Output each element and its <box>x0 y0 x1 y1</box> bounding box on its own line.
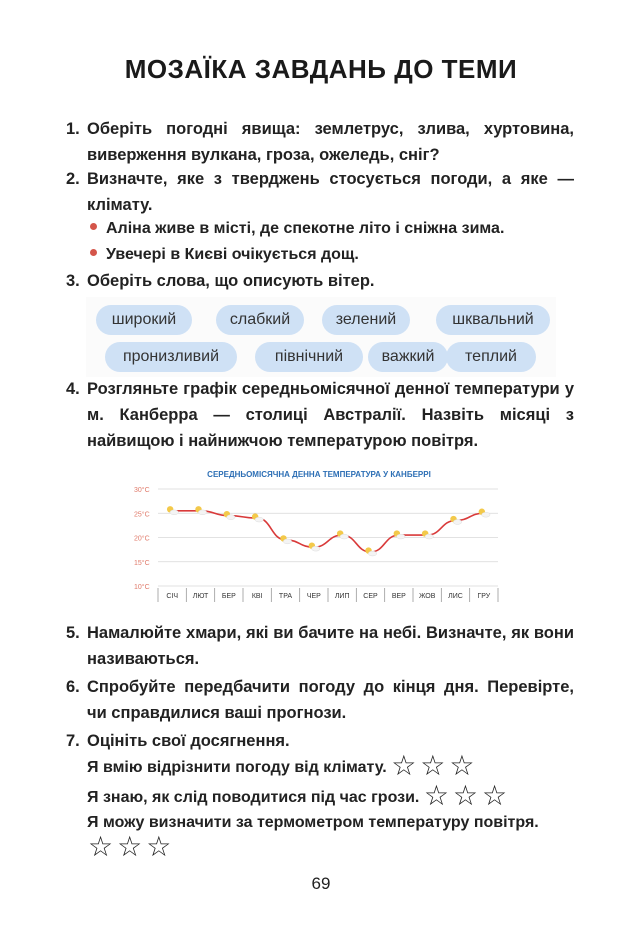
chart-title: СЕРЕДНЬОМІСЯЧНА ДЕННА ТЕМПЕРАТУРА У КАНБЕРРІ <box>207 470 431 479</box>
task-number: 4. <box>66 380 80 398</box>
task-5 <box>66 620 574 672</box>
rating-stars-icon[interactable]: ☆☆☆ <box>88 831 176 862</box>
self-assessment-stars-row <box>88 831 176 862</box>
self-assessment-text: Я вмію відрізнити погоду від клімату. <box>87 759 387 776</box>
word-chip[interactable]: слабкий <box>216 305 304 335</box>
task-1 <box>66 116 574 168</box>
x-tick-label: ЛИП <box>334 593 350 600</box>
self-assessment-item <box>87 780 512 811</box>
task-3 <box>66 268 574 294</box>
statement-text: Аліна живе в місті, де спекотне літо і сніжна зима. <box>106 220 505 237</box>
bullet-dot <box>90 249 97 256</box>
task-text: Оберіть слова, що описують вітер. <box>87 272 375 290</box>
data-point-weather-icon <box>479 509 490 518</box>
task-text: Спробуйте передбачити погоду до кінця дня. Перевірте, чи справдилися ваші прогнози. <box>87 678 574 722</box>
rating-stars-icon[interactable]: ☆☆☆ <box>423 780 512 811</box>
data-point-weather-icon <box>365 547 376 556</box>
page-number: 69 <box>311 874 331 893</box>
data-point-weather-icon <box>280 535 291 544</box>
y-tick-label: 25°C <box>134 511 150 519</box>
x-tick-label: ВЕР <box>391 593 406 600</box>
temperature-chart-svg <box>132 462 506 608</box>
data-point-weather-icon <box>309 543 320 552</box>
task-6 <box>66 674 574 726</box>
x-tick-label: ЛИС <box>448 593 463 600</box>
y-tick-label: 30°C <box>134 487 150 494</box>
task-number: 5. <box>66 624 80 642</box>
statement-item <box>90 243 359 267</box>
word-chip[interactable]: теплий <box>446 342 536 372</box>
data-point-weather-icon <box>450 516 461 525</box>
x-tick-label: СЕР <box>363 593 378 600</box>
task-text: Визначте, яке з тверджень стосується погоди, а яке — клімату. <box>87 170 574 214</box>
x-tick-label: ТРА <box>278 593 293 600</box>
word-chip[interactable]: шквальний <box>436 305 550 335</box>
word-chip[interactable]: пронизливий <box>105 342 237 372</box>
task-text: Оберіть погодні явища: землетрус, злива, хуртовина, виверження вулкана, гроза, ожеледь, сніг? <box>87 120 574 164</box>
statement-text: Увечері в Києві очікується дощ. <box>106 246 359 263</box>
task-number: 6. <box>66 678 80 696</box>
self-assessment-text: Я можу визначити за термометром температуру повітря. <box>87 814 539 831</box>
task-number: 2. <box>66 170 80 188</box>
task-number: 1. <box>66 120 80 138</box>
y-tick-label: 15°C <box>134 559 150 567</box>
word-chip[interactable]: зелений <box>322 305 410 335</box>
statement-item <box>90 217 504 241</box>
self-assessment-item <box>87 750 479 781</box>
bullet-dot <box>90 223 97 230</box>
task-2 <box>66 166 574 218</box>
task-text: Намалюйте хмари, які ви бачите на небі. Визначте, як вони називаються. <box>87 624 574 668</box>
y-tick-label: 20°C <box>134 535 150 543</box>
x-tick-label: КВІ <box>251 593 263 600</box>
self-assessment-text: Я знаю, як слід поводитися під час грози. <box>87 789 420 806</box>
x-tick-label: ЛЮТ <box>192 593 209 600</box>
task-number: 3. <box>66 272 80 290</box>
task-text: Розгляньте графік середньомісячної денної температури у м. Канберра — столиці Австралії. Назвіть місяці з найвищою і найнижчою температурою повітря. <box>87 380 574 450</box>
word-chip[interactable]: важкий <box>368 342 448 372</box>
rating-stars-icon[interactable]: ☆☆☆ <box>391 750 479 781</box>
series-line <box>172 511 484 552</box>
task-text: Оцініть свої досягнення. <box>87 732 290 750</box>
word-chip[interactable]: північний <box>255 342 363 372</box>
data-point-weather-icon <box>224 511 235 520</box>
data-point-weather-icon <box>252 513 263 522</box>
task-4 <box>66 376 574 454</box>
task-7 <box>66 728 574 754</box>
temperature-chart <box>132 462 506 608</box>
x-tick-label: ЧЕР <box>306 593 321 600</box>
word-chip[interactable]: широкий <box>96 305 192 335</box>
x-tick-label: БЕР <box>221 593 236 600</box>
x-tick-label: ЖОВ <box>418 593 436 600</box>
y-tick-label: 10°C <box>134 584 150 591</box>
page-title: МОЗАЇКА ЗАВДАНЬ ДО ТЕМИ <box>124 54 518 84</box>
x-tick-label: ГРУ <box>477 593 491 600</box>
x-tick-label: СІЧ <box>166 593 179 600</box>
task-number: 7. <box>66 732 80 750</box>
